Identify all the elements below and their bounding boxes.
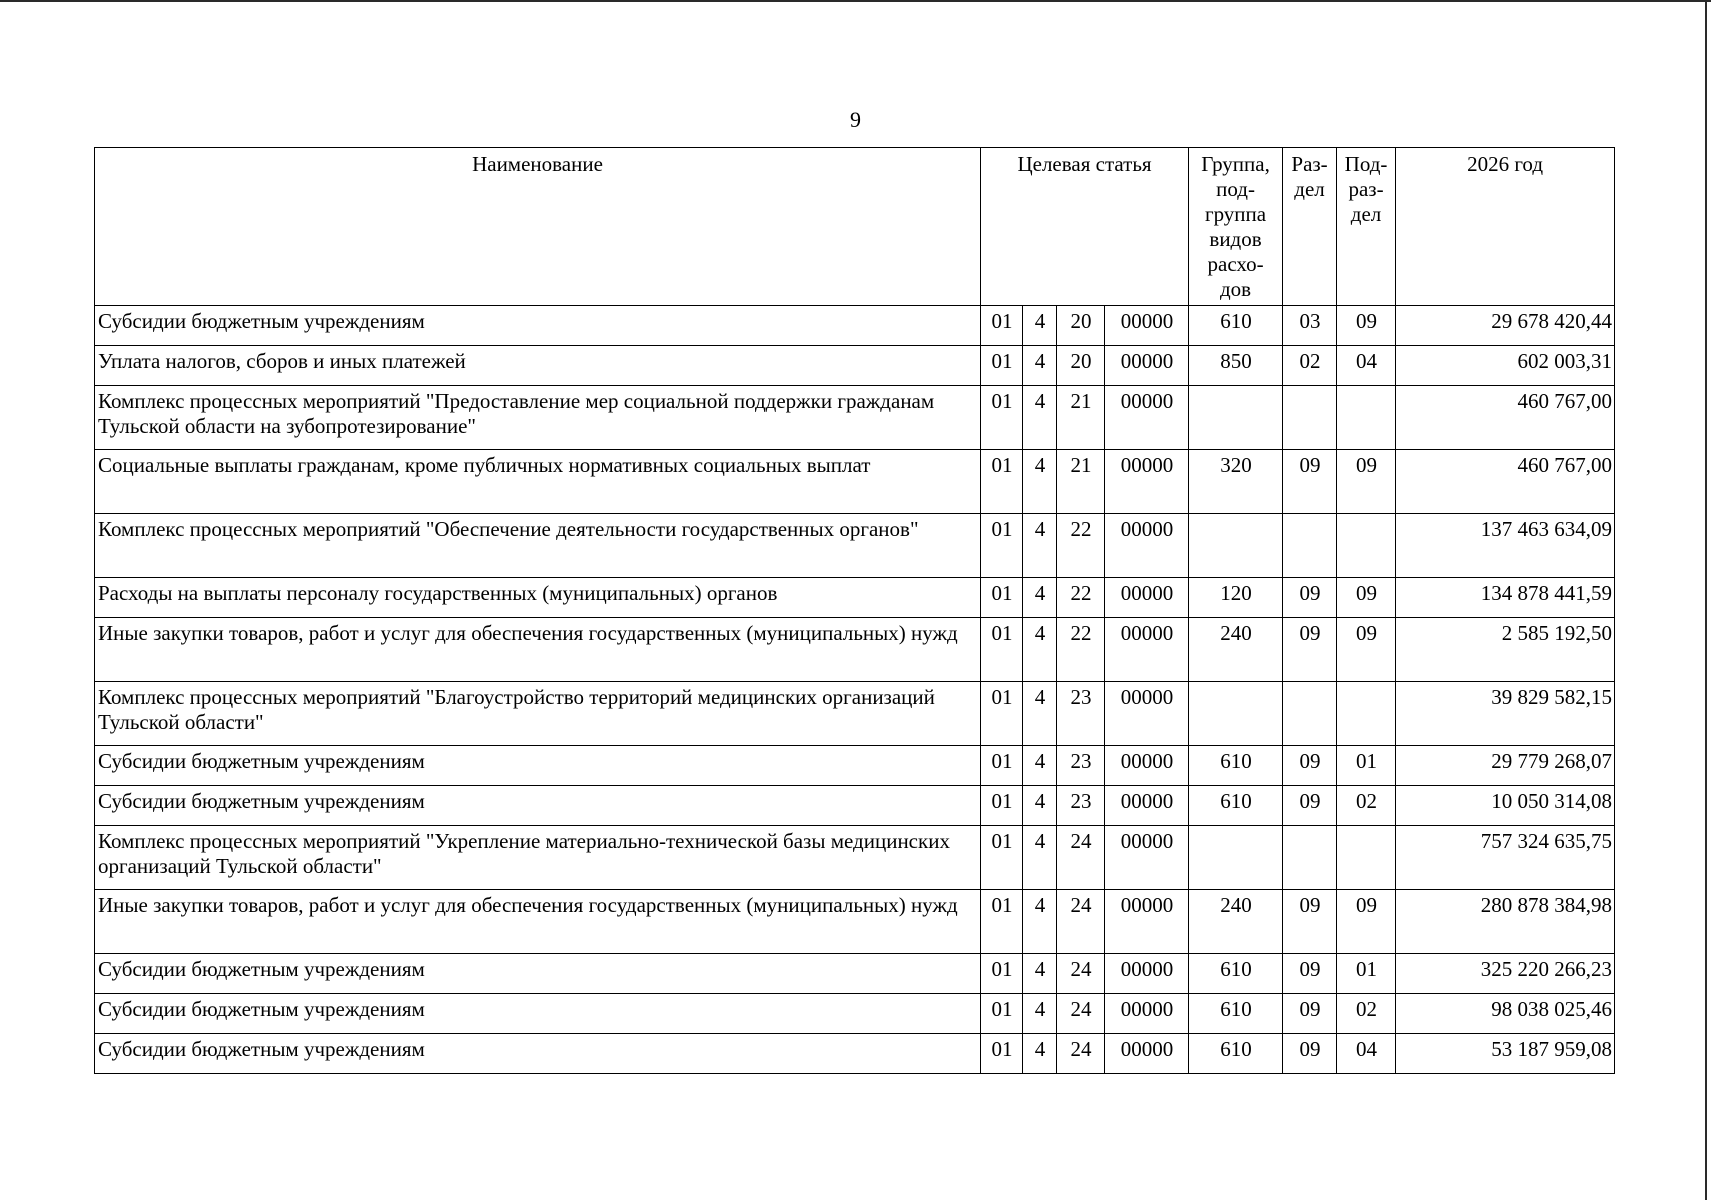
- cell-expense-group: [1189, 826, 1283, 890]
- cell-subsection: [1337, 514, 1396, 578]
- cell-target-direction: 00000: [1105, 450, 1189, 514]
- cell-target-type: 4: [1023, 746, 1057, 786]
- cell-section: 09: [1283, 1034, 1337, 1074]
- cell-subsection: 01: [1337, 746, 1396, 786]
- cell-target-direction: 00000: [1105, 786, 1189, 826]
- header-subsection-line: Под-: [1344, 152, 1388, 176]
- header-target-article: Целевая статья: [981, 148, 1189, 306]
- budget-table: [94, 147, 1615, 1074]
- table-row: [95, 1034, 1615, 1074]
- cell-target-program: 01: [981, 826, 1023, 890]
- cell-target-subprogram: 24: [1057, 994, 1105, 1034]
- cell-target-subprogram: 24: [1057, 890, 1105, 954]
- cell-target-type: 4: [1023, 890, 1057, 954]
- cell-subsection: [1337, 826, 1396, 890]
- header-section-line: Раз-: [1291, 152, 1328, 176]
- cell-expense-group: 610: [1189, 1034, 1283, 1074]
- table-row: [95, 346, 1615, 386]
- cell-target-subprogram: 24: [1057, 1034, 1105, 1074]
- cell-section: 09: [1283, 578, 1337, 618]
- cell-expense-group: [1189, 386, 1283, 450]
- table-row: [95, 786, 1615, 826]
- cell-target-type: 4: [1023, 346, 1057, 386]
- page-top-edge: [0, 0, 1711, 2]
- table-row: [95, 682, 1615, 746]
- cell-target-type: 4: [1023, 386, 1057, 450]
- cell-expense-group: 120: [1189, 578, 1283, 618]
- cell-target-type: 4: [1023, 954, 1057, 994]
- header-group-line: видов: [1209, 227, 1262, 251]
- cell-amount-2026: 29 779 268,07: [1396, 746, 1615, 786]
- page-number: 9: [850, 107, 861, 132]
- cell-section: 09: [1283, 450, 1337, 514]
- table-row: [95, 514, 1615, 578]
- cell-target-type: 4: [1023, 1034, 1057, 1074]
- cell-amount-2026: 29 678 420,44: [1396, 306, 1615, 346]
- header-group: [1189, 148, 1283, 306]
- table-row: [95, 386, 1615, 450]
- cell-target-type: 4: [1023, 306, 1057, 346]
- header-name: Наименование: [95, 148, 981, 306]
- header-group-line: дов: [1219, 277, 1252, 301]
- cell-name: Субсидии бюджетным учреждениям: [95, 954, 981, 994]
- cell-section: [1283, 386, 1337, 450]
- cell-expense-group: 320: [1189, 450, 1283, 514]
- table-row: [95, 746, 1615, 786]
- cell-amount-2026: 137 463 634,09: [1396, 514, 1615, 578]
- cell-target-subprogram: 20: [1057, 346, 1105, 386]
- cell-target-type: 4: [1023, 786, 1057, 826]
- cell-subsection: 09: [1337, 890, 1396, 954]
- cell-section: 09: [1283, 954, 1337, 994]
- cell-section: 09: [1283, 890, 1337, 954]
- cell-expense-group: 610: [1189, 994, 1283, 1034]
- cell-target-direction: 00000: [1105, 994, 1189, 1034]
- header-subsection-line: раз-: [1348, 177, 1384, 201]
- cell-target-direction: 00000: [1105, 682, 1189, 746]
- cell-target-subprogram: 23: [1057, 682, 1105, 746]
- cell-target-subprogram: 22: [1057, 578, 1105, 618]
- cell-subsection: [1337, 682, 1396, 746]
- cell-target-subprogram: 24: [1057, 954, 1105, 994]
- cell-amount-2026: 325 220 266,23: [1396, 954, 1615, 994]
- header-group-line: Группа,: [1201, 152, 1270, 176]
- cell-amount-2026: 757 324 635,75: [1396, 826, 1615, 890]
- cell-expense-group: 610: [1189, 954, 1283, 994]
- header-group-line: группа: [1204, 202, 1267, 226]
- cell-section: [1283, 826, 1337, 890]
- cell-target-program: 01: [981, 746, 1023, 786]
- cell-subsection: 04: [1337, 346, 1396, 386]
- cell-expense-group: [1189, 682, 1283, 746]
- cell-section: 09: [1283, 618, 1337, 682]
- cell-name: Субсидии бюджетным учреждениям: [95, 306, 981, 346]
- cell-name: Комплекс процессных мероприятий "Благоустройство территорий медицинских организаций Тульской области": [95, 682, 981, 746]
- cell-target-program: 01: [981, 994, 1023, 1034]
- cell-target-program: 01: [981, 954, 1023, 994]
- cell-expense-group: 610: [1189, 306, 1283, 346]
- cell-target-direction: 00000: [1105, 1034, 1189, 1074]
- cell-section: [1283, 682, 1337, 746]
- cell-subsection: [1337, 386, 1396, 450]
- cell-name: Субсидии бюджетным учреждениям: [95, 994, 981, 1034]
- table-row: [95, 578, 1615, 618]
- table-row: [95, 954, 1615, 994]
- cell-amount-2026: 280 878 384,98: [1396, 890, 1615, 954]
- cell-name: Комплекс процессных мероприятий "Предоставление мер социальной поддержки гражданам Тульской области на зубопротезирование": [95, 386, 981, 450]
- table-body: [95, 306, 1615, 1074]
- cell-expense-group: 240: [1189, 618, 1283, 682]
- cell-target-direction: 00000: [1105, 890, 1189, 954]
- cell-target-direction: 00000: [1105, 386, 1189, 450]
- cell-amount-2026: 98 038 025,46: [1396, 994, 1615, 1034]
- table-row: [95, 306, 1615, 346]
- cell-subsection: 09: [1337, 618, 1396, 682]
- cell-section: 09: [1283, 994, 1337, 1034]
- table-row: [95, 890, 1615, 954]
- cell-target-program: 01: [981, 1034, 1023, 1074]
- cell-target-type: 4: [1023, 514, 1057, 578]
- table-row: [95, 994, 1615, 1034]
- header-group-line: под-: [1216, 177, 1255, 201]
- cell-name: Комплекс процессных мероприятий "Укрепление материально-технической базы медицинских организаций Тульской области": [95, 826, 981, 890]
- header-year: 2026 год: [1396, 148, 1615, 306]
- cell-subsection: 09: [1337, 306, 1396, 346]
- cell-target-program: 01: [981, 450, 1023, 514]
- cell-amount-2026: 39 829 582,15: [1396, 682, 1615, 746]
- cell-expense-group: 610: [1189, 786, 1283, 826]
- cell-target-subprogram: 24: [1057, 826, 1105, 890]
- cell-subsection: 01: [1337, 954, 1396, 994]
- cell-name: Уплата налогов, сборов и иных платежей: [95, 346, 981, 386]
- cell-target-program: 01: [981, 682, 1023, 746]
- cell-target-subprogram: 23: [1057, 786, 1105, 826]
- cell-name: Субсидии бюджетным учреждениям: [95, 746, 981, 786]
- cell-target-direction: 00000: [1105, 826, 1189, 890]
- table-row: [95, 618, 1615, 682]
- cell-subsection: 09: [1337, 450, 1396, 514]
- header-group-line: расхо-: [1207, 252, 1264, 276]
- cell-amount-2026: 134 878 441,59: [1396, 578, 1615, 618]
- cell-target-subprogram: 22: [1057, 514, 1105, 578]
- cell-expense-group: 610: [1189, 746, 1283, 786]
- cell-target-type: 4: [1023, 826, 1057, 890]
- cell-target-program: 01: [981, 386, 1023, 450]
- cell-name: Иные закупки товаров, работ и услуг для обеспечения государственных (муниципальных) нужд: [95, 618, 981, 682]
- cell-target-direction: 00000: [1105, 954, 1189, 994]
- cell-section: [1283, 514, 1337, 578]
- cell-target-subprogram: 23: [1057, 746, 1105, 786]
- cell-expense-group: [1189, 514, 1283, 578]
- cell-target-type: 4: [1023, 994, 1057, 1034]
- header-subsection-line: дел: [1350, 202, 1382, 226]
- cell-target-direction: 00000: [1105, 746, 1189, 786]
- cell-amount-2026: 2 585 192,50: [1396, 618, 1615, 682]
- cell-target-program: 01: [981, 514, 1023, 578]
- cell-name: Расходы на выплаты персоналу государственных (муниципальных) органов: [95, 578, 981, 618]
- cell-name: Комплекс процессных мероприятий "Обеспечение деятельности государственных органов": [95, 514, 981, 578]
- cell-target-program: 01: [981, 578, 1023, 618]
- cell-target-direction: 00000: [1105, 514, 1189, 578]
- cell-name: Субсидии бюджетным учреждениям: [95, 786, 981, 826]
- cell-target-program: 01: [981, 306, 1023, 346]
- cell-amount-2026: 602 003,31: [1396, 346, 1615, 386]
- cell-target-program: 01: [981, 618, 1023, 682]
- cell-name: Субсидии бюджетным учреждениям: [95, 1034, 981, 1074]
- page-right-edge: [1705, 0, 1707, 1200]
- cell-target-subprogram: 22: [1057, 618, 1105, 682]
- cell-name: Иные закупки товаров, работ и услуг для обеспечения государственных (муниципальных) нужд: [95, 890, 981, 954]
- cell-amount-2026: 460 767,00: [1396, 386, 1615, 450]
- cell-target-type: 4: [1023, 682, 1057, 746]
- cell-target-direction: 00000: [1105, 618, 1189, 682]
- header-section: [1283, 148, 1337, 306]
- table-row: [95, 826, 1615, 890]
- cell-target-type: 4: [1023, 578, 1057, 618]
- cell-amount-2026: 10 050 314,08: [1396, 786, 1615, 826]
- cell-expense-group: 850: [1189, 346, 1283, 386]
- cell-subsection: 02: [1337, 994, 1396, 1034]
- cell-amount-2026: 53 187 959,08: [1396, 1034, 1615, 1074]
- cell-section: 03: [1283, 306, 1337, 346]
- cell-target-program: 01: [981, 346, 1023, 386]
- cell-target-direction: 00000: [1105, 306, 1189, 346]
- cell-target-type: 4: [1023, 618, 1057, 682]
- cell-subsection: 04: [1337, 1034, 1396, 1074]
- cell-target-subprogram: 21: [1057, 386, 1105, 450]
- cell-target-direction: 00000: [1105, 578, 1189, 618]
- header-subsection: [1337, 148, 1396, 306]
- cell-target-program: 01: [981, 786, 1023, 826]
- cell-amount-2026: 460 767,00: [1396, 450, 1615, 514]
- cell-target-subprogram: 21: [1057, 450, 1105, 514]
- cell-target-type: 4: [1023, 450, 1057, 514]
- cell-target-direction: 00000: [1105, 346, 1189, 386]
- cell-subsection: 09: [1337, 578, 1396, 618]
- table-header-row: [95, 148, 1615, 306]
- cell-target-subprogram: 20: [1057, 306, 1105, 346]
- header-section-line: дел: [1294, 177, 1325, 201]
- table-row: [95, 450, 1615, 514]
- cell-expense-group: 240: [1189, 890, 1283, 954]
- cell-section: 09: [1283, 786, 1337, 826]
- cell-subsection: 02: [1337, 786, 1396, 826]
- cell-section: 02: [1283, 346, 1337, 386]
- cell-section: 09: [1283, 746, 1337, 786]
- cell-name: Социальные выплаты гражданам, кроме публичных нормативных социальных выплат: [95, 450, 981, 514]
- cell-target-program: 01: [981, 890, 1023, 954]
